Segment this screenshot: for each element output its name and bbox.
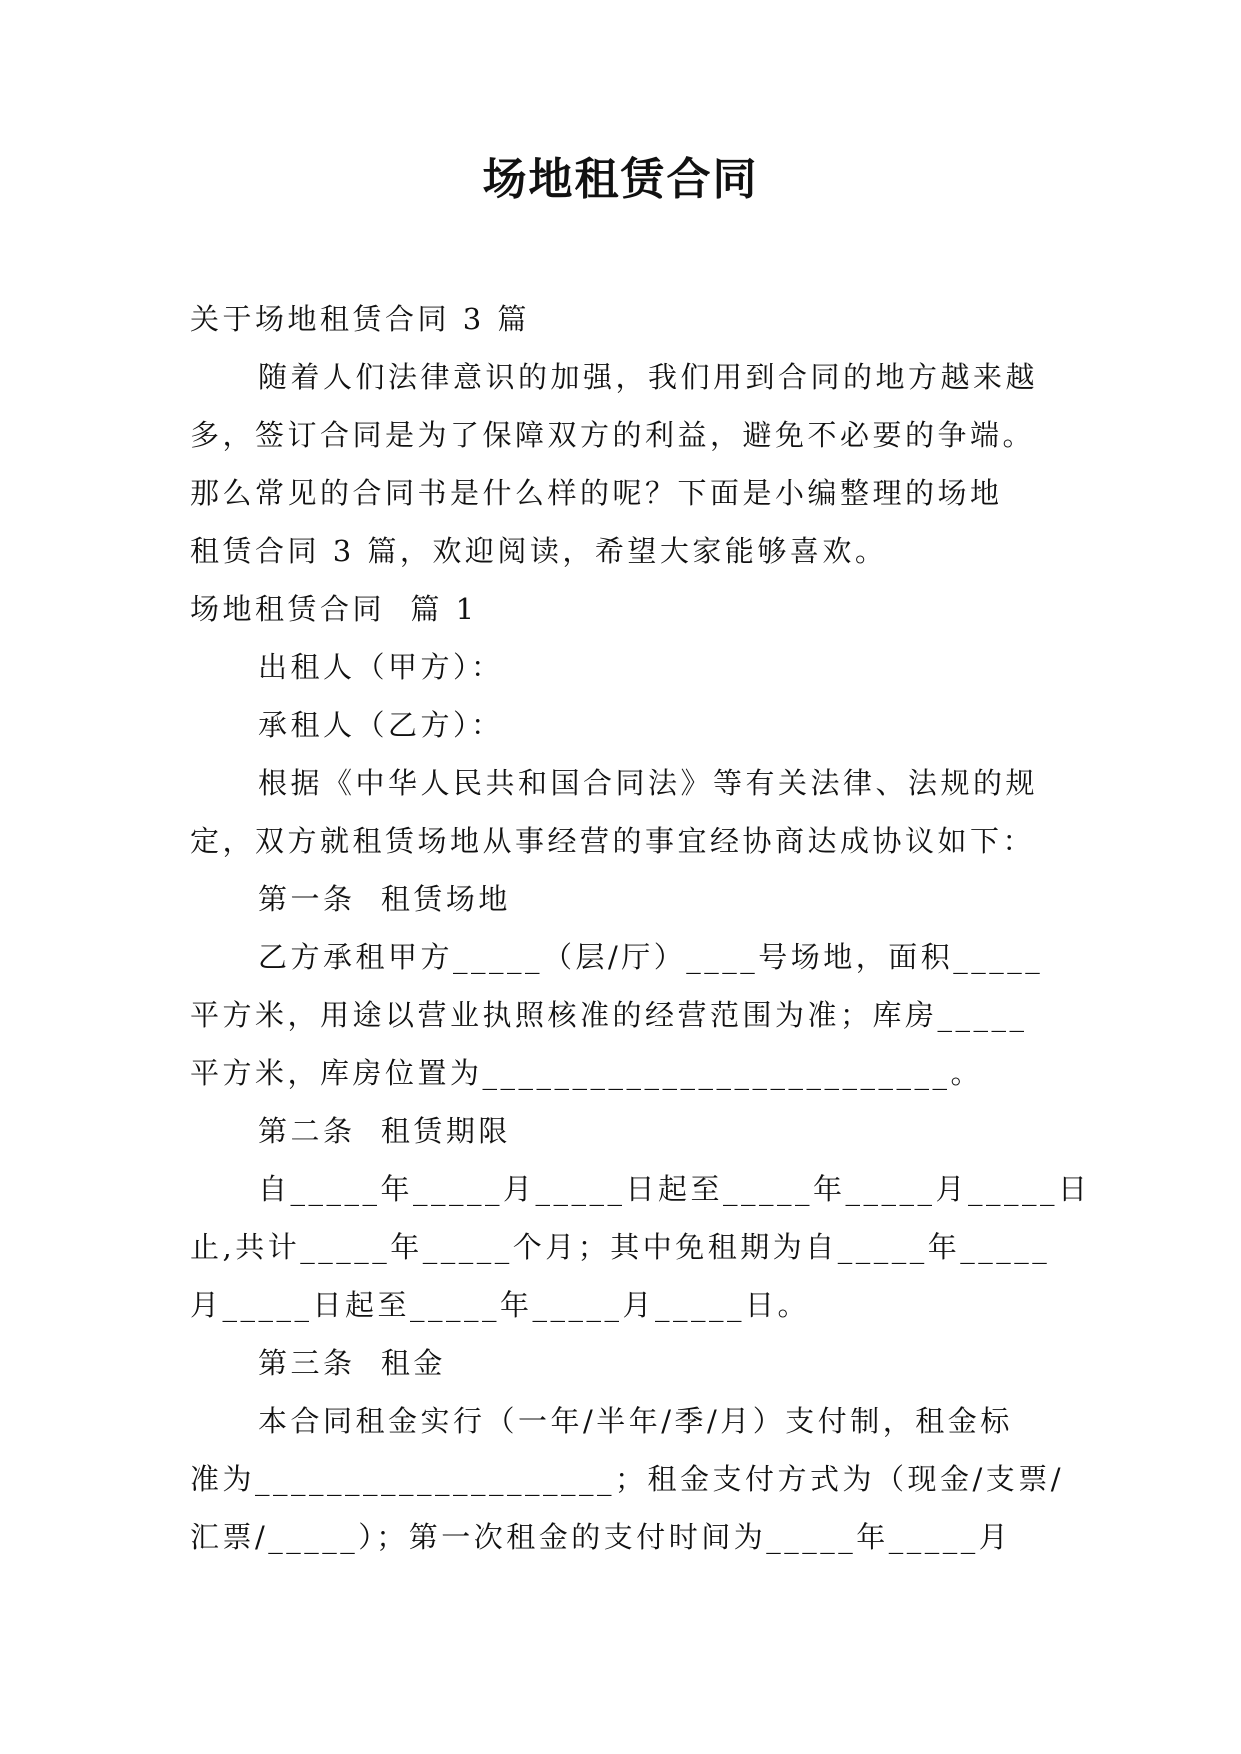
doc-line-14: 平方米，库房位置为__________________________。 — [190, 1056, 984, 1090]
lessor-line: 出租人（甲方）： — [258, 650, 504, 684]
section-heading: 场地租赁合同 篇 1 — [190, 592, 478, 626]
article-1-heading: 第一条 租赁场地 — [258, 882, 511, 916]
doc-line-10: 定，双方就租赁场地从事经营的事宜经协商达成协议如下： — [190, 824, 1036, 858]
page-title: 场地租赁合同 — [482, 154, 759, 205]
doc-line-21: 准为____________________；租金支付方式为（现金/支票/ — [190, 1462, 1065, 1496]
doc-line-4: 那么常见的合同书是什么样的呢？下面是小编整理的场地 — [190, 476, 1003, 510]
doc-line-22: 汇票/_____）；第一次租金的支付时间为_____年_____月 — [190, 1520, 1012, 1554]
doc-line-16: 自_____年_____月_____日起至_____年_____月_____日 — [258, 1172, 1091, 1206]
doc-line-5: 租赁合同 3 篇，欢迎阅读，希望大家能够喜欢。 — [190, 534, 888, 568]
doc-line-17: 止,共计_____年_____个月；其中免租期为自_____年_____ — [190, 1230, 1051, 1264]
doc-line-20: 本合同租金实行（一年/半年/季/月）支付制，租金标 — [258, 1404, 1013, 1438]
doc-line-1: 关于场地租赁合同 3 篇 — [190, 302, 530, 336]
document-body — [190, 290, 1091, 1566]
doc-line-3: 多，签订合同是为了保障双方的利益，避免不必要的争端。 — [190, 418, 1036, 452]
article-3-heading: 第三条 租金 — [258, 1346, 446, 1380]
article-2-heading: 第二条 租赁期限 — [258, 1114, 511, 1148]
doc-line-13: 平方米，用途以营业执照核准的经营范围为准；库房_____ — [190, 998, 1028, 1032]
doc-line-9: 根据《中华人民共和国合同法》等有关法律、法规的规 — [258, 766, 1039, 800]
lessee-line: 承租人（乙方）： — [258, 708, 504, 742]
doc-line-18: 月_____日起至_____年_____月_____日。 — [190, 1288, 811, 1322]
doc-line-2: 随着人们法律意识的加强，我们用到合同的地方越来越 — [258, 360, 1039, 394]
doc-line-12: 乙方承租甲方_____（层/厅）____号场地，面积_____ — [258, 940, 1044, 974]
